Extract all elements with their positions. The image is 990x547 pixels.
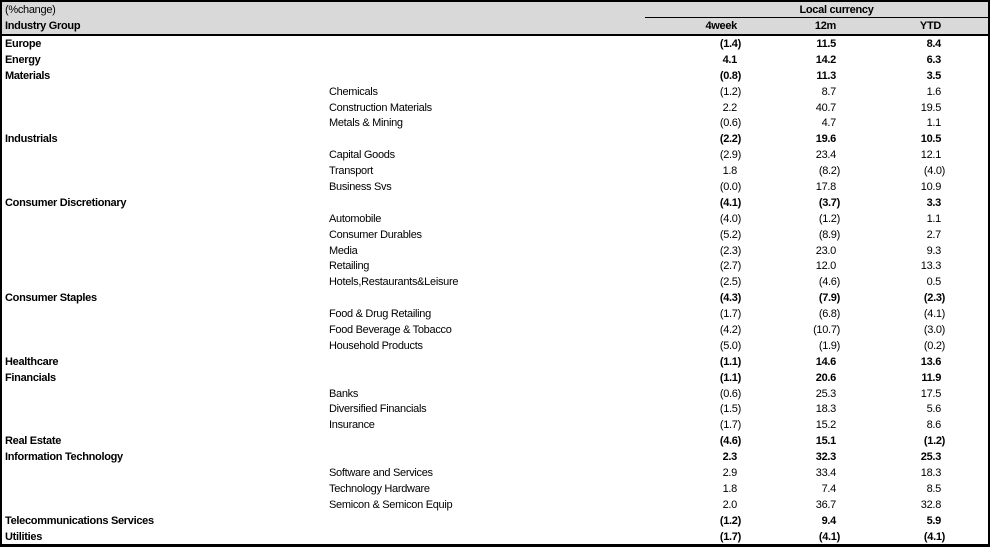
value-cell: (8.9) bbox=[818, 228, 840, 241]
sub-industry-label: Capital Goods bbox=[329, 149, 395, 162]
sub-industry-label: Food Beverage & Tobacco bbox=[329, 323, 452, 336]
value-cell: (4.3) bbox=[719, 292, 741, 305]
value-cell: 1.8 bbox=[722, 165, 737, 178]
value-cell: 5.9 bbox=[926, 514, 942, 527]
table-row bbox=[2, 513, 988, 529]
value-cell: 9.3 bbox=[926, 244, 942, 257]
table-row bbox=[2, 386, 988, 402]
table-row bbox=[2, 147, 988, 163]
industry-group-label: Information Technology bbox=[5, 451, 123, 464]
value-cell: 25.3 bbox=[920, 451, 942, 464]
value-cell: 36.7 bbox=[815, 498, 836, 511]
value-cell: 13.3 bbox=[920, 260, 942, 273]
value-cell: (3.7) bbox=[818, 196, 840, 209]
table-row bbox=[2, 227, 988, 243]
table-row bbox=[2, 354, 988, 370]
performance-table bbox=[2, 2, 988, 545]
table-row bbox=[2, 306, 988, 322]
value-cell: (4.2) bbox=[719, 323, 741, 336]
sub-industry-label: Diversified Financials bbox=[329, 403, 427, 416]
table-row bbox=[2, 131, 988, 147]
value-cell: (1.4) bbox=[719, 37, 741, 50]
value-cell: (1.1) bbox=[719, 371, 741, 384]
value-cell: 40.7 bbox=[815, 101, 836, 114]
table-row bbox=[2, 100, 988, 116]
table-row bbox=[2, 433, 988, 449]
industry-group-label: Financials bbox=[5, 371, 56, 384]
value-cell: (1.7) bbox=[719, 419, 741, 432]
value-cell: 2.7 bbox=[926, 228, 942, 241]
value-cell: (0.6) bbox=[719, 387, 741, 400]
sub-industry-label: Transport bbox=[329, 165, 373, 178]
value-cell: (2.3) bbox=[923, 292, 946, 305]
value-cell: 2.9 bbox=[722, 466, 737, 479]
value-cell: (4.0) bbox=[923, 165, 946, 178]
table-row bbox=[2, 243, 988, 259]
industry-group-label: Materials bbox=[5, 69, 50, 82]
table-row bbox=[2, 497, 988, 513]
value-cell: 18.3 bbox=[815, 403, 836, 416]
value-cell: (2.2) bbox=[719, 133, 741, 146]
table-row bbox=[2, 211, 988, 227]
value-cell: 8.7 bbox=[821, 85, 836, 98]
value-cell: (7.9) bbox=[818, 292, 840, 305]
table-row bbox=[2, 35, 988, 52]
value-cell: 15.1 bbox=[815, 435, 836, 448]
value-cell: (4.1) bbox=[923, 530, 946, 543]
value-cell: 20.6 bbox=[815, 371, 836, 384]
value-cell: (1.9) bbox=[818, 339, 840, 352]
value-cell: 4.7 bbox=[821, 117, 836, 130]
value-cell: (1.2) bbox=[719, 514, 741, 527]
table-row bbox=[2, 274, 988, 290]
value-cell: (6.8) bbox=[818, 308, 840, 321]
value-cell: (1.7) bbox=[719, 530, 741, 543]
value-cell: 2.2 bbox=[722, 101, 737, 114]
value-cell: (0.8) bbox=[719, 69, 741, 82]
value-cell: 23.4 bbox=[815, 149, 836, 162]
table-row bbox=[2, 163, 988, 179]
value-cell: (3.0) bbox=[923, 323, 946, 336]
table-row bbox=[2, 338, 988, 354]
sub-industry-label: Construction Materials bbox=[329, 101, 432, 114]
industry-group-label: Consumer Discretionary bbox=[5, 196, 127, 209]
value-cell: (1.2) bbox=[818, 212, 840, 225]
sub-industry-label: Hotels,Restaurants&Leisure bbox=[329, 276, 459, 289]
value-cell: 18.3 bbox=[920, 466, 942, 479]
value-cell: 13.6 bbox=[920, 355, 942, 368]
sub-industry-label: Software and Services bbox=[329, 466, 433, 479]
value-cell: (4.1) bbox=[818, 530, 840, 543]
value-cell: 1.6 bbox=[926, 85, 942, 98]
value-cell: 9.4 bbox=[821, 514, 836, 527]
header-row-1 bbox=[2, 2, 988, 18]
value-cell: (5.0) bbox=[719, 339, 741, 352]
value-cell: 14.6 bbox=[815, 355, 836, 368]
value-cell: (2.3) bbox=[719, 244, 741, 257]
industry-group-column-header: Industry Group bbox=[2, 18, 645, 36]
value-cell: 12.0 bbox=[815, 260, 836, 273]
sub-industry-label: Media bbox=[329, 244, 358, 257]
value-cell: (4.6) bbox=[719, 435, 741, 448]
table-row bbox=[2, 258, 988, 274]
table-row bbox=[2, 322, 988, 338]
table-row bbox=[2, 449, 988, 465]
local-currency-group-header: Local currency bbox=[645, 2, 988, 18]
table-row bbox=[2, 417, 988, 433]
value-cell: 1.8 bbox=[722, 482, 737, 495]
value-cell: 11.9 bbox=[921, 371, 942, 384]
value-cell: 12.1 bbox=[920, 149, 942, 162]
table-row bbox=[2, 179, 988, 195]
value-cell: 8.6 bbox=[926, 419, 942, 432]
industry-group-label: Europe bbox=[5, 37, 42, 50]
column-header-4week: 4week bbox=[645, 18, 749, 36]
value-cell: 19.6 bbox=[815, 133, 836, 146]
value-cell: 5.6 bbox=[926, 403, 942, 416]
sub-industry-label: Retailing bbox=[329, 260, 370, 273]
value-cell: (2.5) bbox=[719, 276, 741, 289]
column-header-ytd: YTD bbox=[848, 18, 988, 36]
value-cell: (0.0) bbox=[719, 180, 741, 193]
value-cell: 10.5 bbox=[920, 133, 942, 146]
table-row bbox=[2, 370, 988, 386]
sub-industry-label: Technology Hardware bbox=[329, 482, 430, 495]
value-cell: 2.0 bbox=[722, 498, 737, 511]
value-cell: 11.3 bbox=[816, 69, 836, 82]
value-cell: 1.1 bbox=[926, 117, 942, 130]
industry-group-label: Telecommunications Services bbox=[5, 514, 154, 527]
value-cell: 23.0 bbox=[815, 244, 836, 257]
value-cell: (5.2) bbox=[719, 228, 741, 241]
industry-group-label: Consumer Staples bbox=[5, 292, 97, 305]
table-header bbox=[2, 2, 988, 35]
industry-group-label: Energy bbox=[5, 53, 41, 66]
value-cell: (2.7) bbox=[719, 260, 741, 273]
sub-industry-label: Household Products bbox=[329, 339, 423, 352]
value-cell: (4.1) bbox=[719, 196, 741, 209]
value-cell: 25.3 bbox=[815, 387, 836, 400]
value-cell: (4.1) bbox=[923, 308, 946, 321]
value-cell: 10.9 bbox=[920, 180, 942, 193]
value-cell: 32.8 bbox=[920, 498, 942, 511]
value-cell: 33.4 bbox=[815, 466, 836, 479]
table-row bbox=[2, 52, 988, 68]
table-row bbox=[2, 401, 988, 417]
value-cell: 17.5 bbox=[920, 387, 942, 400]
value-cell: (4.0) bbox=[719, 212, 741, 225]
value-cell: (1.1) bbox=[719, 355, 741, 368]
table-row bbox=[2, 115, 988, 131]
value-cell: 4.1 bbox=[722, 53, 737, 66]
value-cell: 3.5 bbox=[926, 69, 942, 82]
value-cell: (1.7) bbox=[719, 308, 741, 321]
table-row bbox=[2, 68, 988, 84]
sub-industry-label: Metals & Mining bbox=[329, 117, 403, 130]
value-cell: (1.2) bbox=[719, 85, 741, 98]
value-cell: 8.4 bbox=[926, 37, 942, 50]
value-cell: 15.2 bbox=[815, 419, 836, 432]
value-cell: 7.4 bbox=[821, 482, 836, 495]
value-cell: (0.6) bbox=[719, 117, 741, 130]
value-cell: 11.5 bbox=[816, 37, 836, 50]
value-cell: (1.5) bbox=[719, 403, 741, 416]
header-row-2 bbox=[2, 18, 988, 36]
table-row bbox=[2, 481, 988, 497]
table-row bbox=[2, 465, 988, 481]
industry-group-label: Industrials bbox=[5, 133, 58, 146]
value-cell: 8.5 bbox=[926, 482, 942, 495]
value-cell: 0.5 bbox=[926, 276, 942, 289]
sub-industry-label: Chemicals bbox=[329, 85, 378, 98]
column-header-12m: 12m bbox=[749, 18, 848, 36]
value-cell: (1.2) bbox=[923, 435, 946, 448]
percent-change-label: (%change) bbox=[2, 2, 645, 18]
value-cell: 19.5 bbox=[920, 101, 942, 114]
value-cell: 14.2 bbox=[815, 53, 836, 66]
sub-industry-label: Consumer Durables bbox=[329, 228, 422, 241]
sub-industry-label: Insurance bbox=[329, 419, 375, 432]
value-cell: (8.2) bbox=[818, 165, 840, 178]
table-body bbox=[2, 35, 988, 545]
sub-industry-label: Business Svs bbox=[329, 180, 392, 193]
value-cell: 17.8 bbox=[815, 180, 836, 193]
value-cell: 6.3 bbox=[926, 53, 942, 66]
industry-group-label: Healthcare bbox=[5, 355, 59, 368]
value-cell: 2.3 bbox=[722, 451, 737, 464]
value-cell: 32.3 bbox=[815, 451, 836, 464]
sub-industry-label: Automobile bbox=[329, 212, 382, 225]
value-cell: (2.9) bbox=[719, 149, 741, 162]
sub-industry-label: Semicon & Semicon Equip bbox=[329, 498, 453, 511]
value-cell: (0.2) bbox=[923, 339, 946, 352]
value-cell: 3.3 bbox=[926, 196, 942, 209]
table-row bbox=[2, 290, 988, 306]
sub-industry-label: Food & Drug Retailing bbox=[329, 308, 431, 321]
table-row bbox=[2, 84, 988, 100]
industry-group-label: Utilities bbox=[5, 530, 43, 543]
value-cell: (10.7) bbox=[813, 323, 840, 336]
industry-group-label: Real Estate bbox=[5, 435, 62, 448]
sub-industry-label: Banks bbox=[329, 387, 359, 400]
table-row bbox=[2, 195, 988, 211]
value-cell: (4.6) bbox=[818, 276, 840, 289]
value-cell: 1.1 bbox=[926, 212, 942, 225]
table-row bbox=[2, 529, 988, 545]
